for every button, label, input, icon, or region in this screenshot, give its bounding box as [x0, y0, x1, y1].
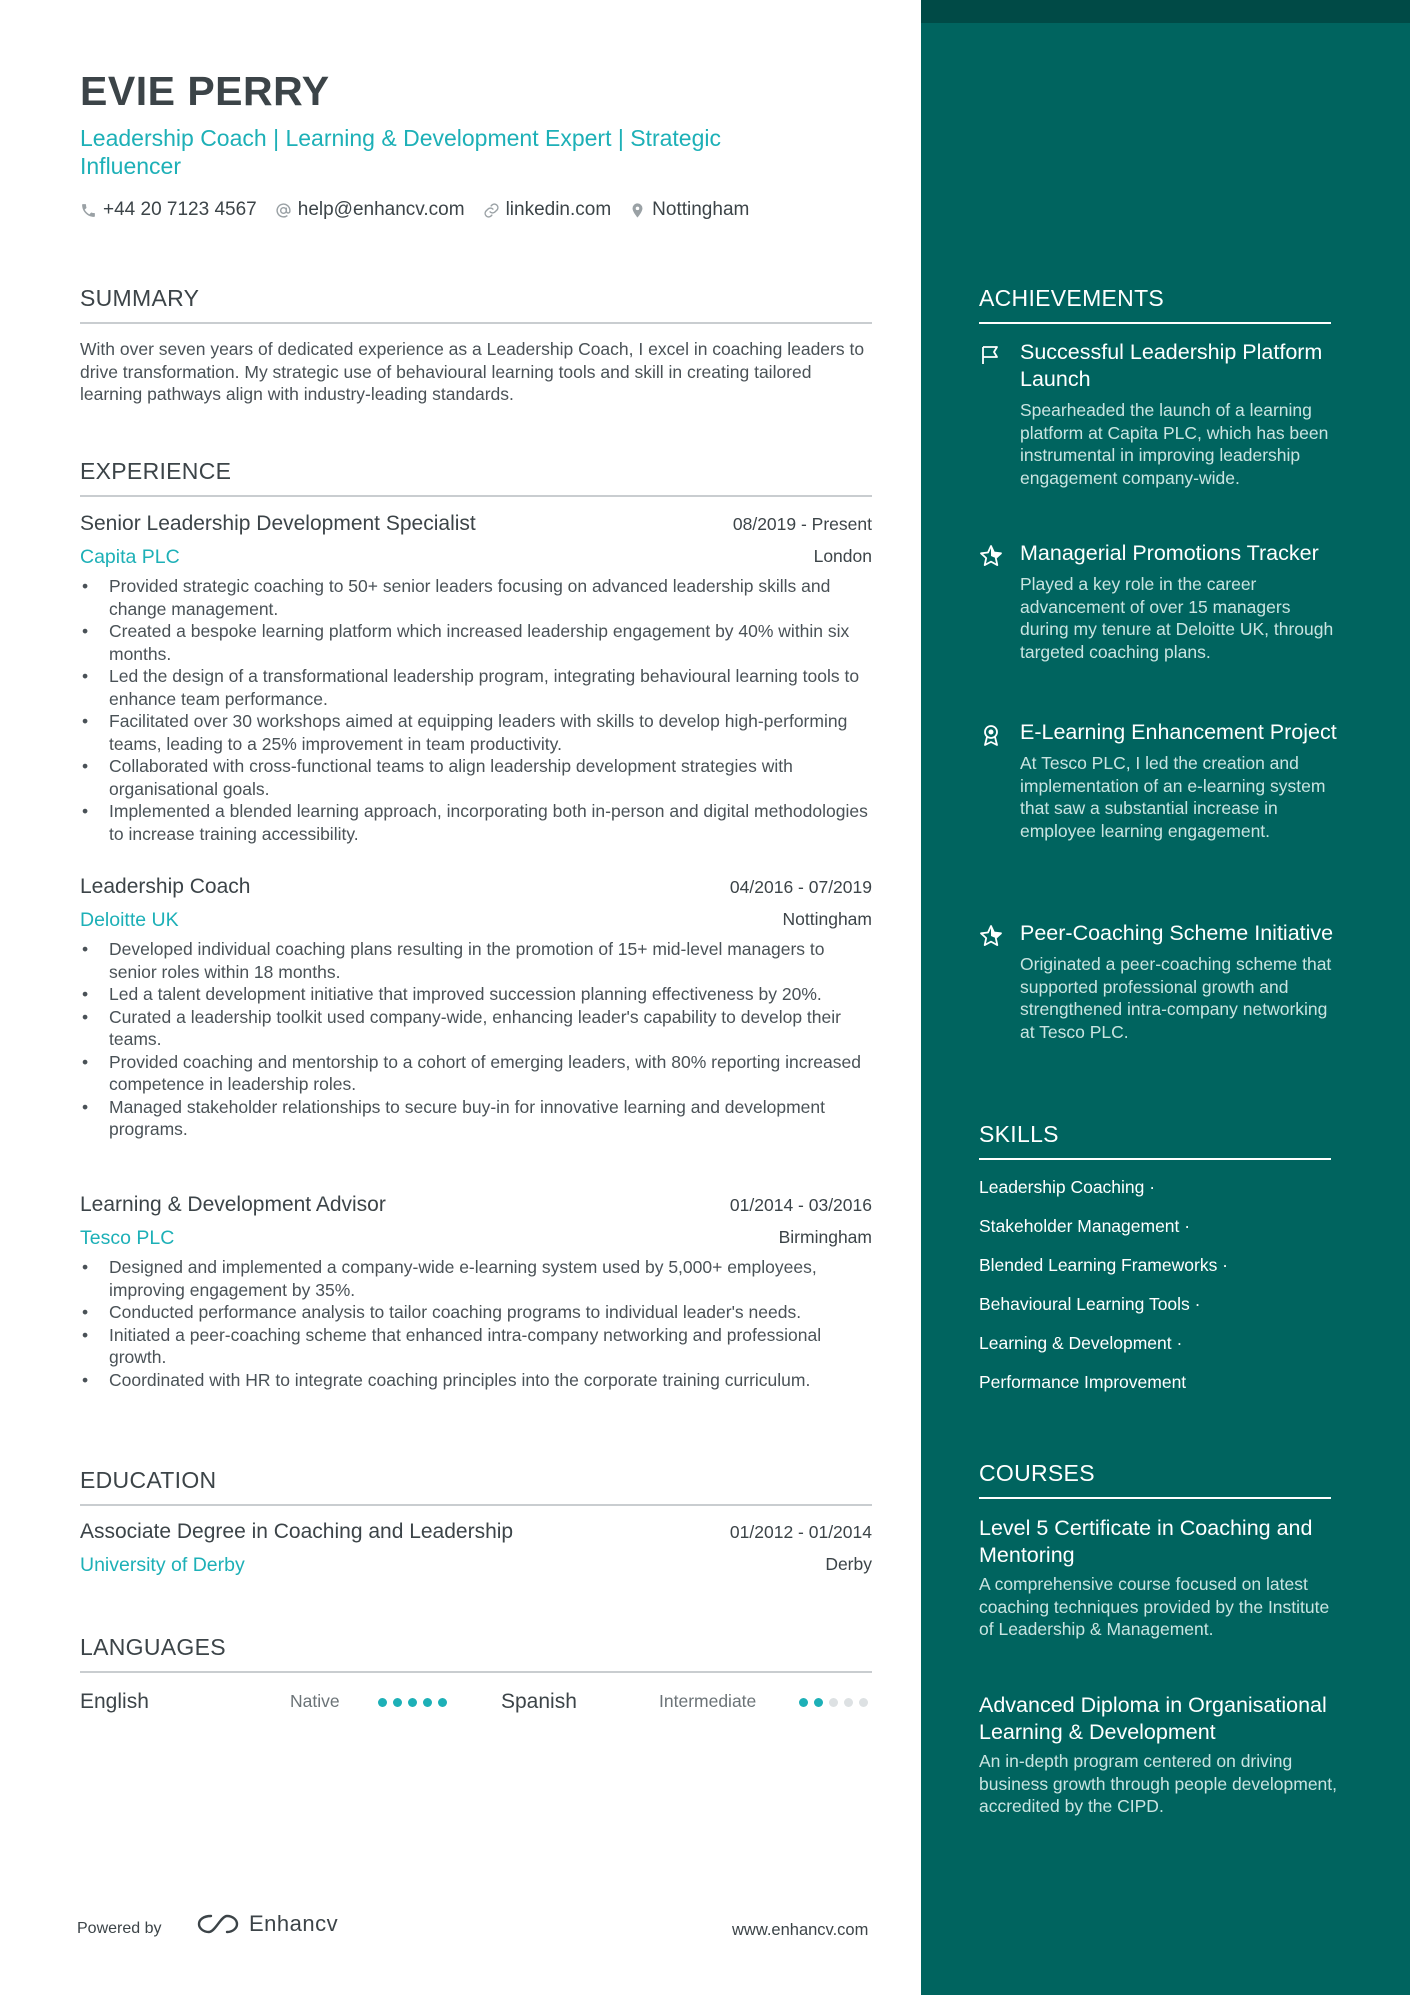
course-desc: A comprehensive course focused on latest coaching techniques provided by the Institute of Leadership & Management. [979, 1574, 1330, 1639]
star-icon [979, 924, 1003, 948]
email-text: help@enhancv.com [297, 199, 465, 220]
language-level: Intermediate [659, 1691, 757, 1711]
contact-location [629, 199, 749, 221]
skills-list [979, 1175, 1331, 1409]
company-name: Tesco PLC [80, 1227, 175, 1249]
sidebar-top-bar [921, 0, 1410, 23]
contact-linkedin[interactable] [483, 199, 612, 221]
job-entry [80, 875, 872, 1141]
enhancv-logo[interactable] [195, 1911, 338, 1937]
footer-url[interactable]: www.enhancv.com [732, 1921, 869, 1939]
achievements-heading: ACHIEVEMENTS [979, 285, 1331, 324]
linkedin-text: linkedin.com [505, 199, 612, 220]
award-icon [979, 723, 1003, 747]
company-name: Deloitte UK [80, 909, 179, 931]
course-title: Advanced Diploma in Organisational Learning & Development [979, 1693, 1327, 1744]
location-text: Nottingham [652, 199, 750, 220]
achievement-item [979, 719, 1339, 842]
job-location: Birmingham [778, 1227, 872, 1247]
language-item [80, 1688, 460, 1716]
bullet-item: • Led a talent development initiative that improved succession planning effectiveness by 20%. [80, 983, 872, 1006]
language-rating [378, 1698, 453, 1707]
courses-heading: COURSES [979, 1460, 1331, 1499]
achievement-title: Peer-Coaching Scheme Initiative [1020, 921, 1334, 945]
sidebar [921, 0, 1410, 1995]
rating-dot-empty [829, 1698, 838, 1707]
education-entry [80, 1520, 872, 1577]
link-icon [483, 202, 500, 219]
achievement-title: Successful Leadership Platform Launch [1020, 340, 1323, 391]
education-dates: 01/2012 - 01/2014 [729, 1522, 872, 1542]
phone-text: +44 20 7123 4567 [103, 199, 257, 220]
rating-dot-filled [378, 1698, 387, 1707]
skill-item: Blended Learning Frameworks · [979, 1255, 1229, 1275]
skill-item: Performance Improvement [979, 1372, 1187, 1392]
job-dates: 01/2014 - 03/2016 [729, 1195, 872, 1215]
achievement-item [979, 540, 1339, 663]
enhancv-logo-icon [195, 1911, 241, 1937]
brand-name: Enhancv [249, 1911, 339, 1936]
bullet-item: • Created a bespoke learning platform which increased leadership engagement by 40% within six months. [80, 620, 872, 665]
language-item [501, 1688, 872, 1716]
bullet-item: • Collaborated with cross-functional teams to align leadership development strategies with organisational goals. [80, 755, 872, 800]
experience-heading: EXPERIENCE [80, 458, 872, 497]
achievement-desc: Spearheaded the launch of a learning platform at Capita PLC, which has been instrumental in improving leadership engagement company-wide. [1020, 400, 1329, 488]
summary-text: With over seven years of dedicated experience as a Leadership Coach, I excel in coaching leaders to drive transformation. My strategic use of behavioural learning tools and skill in creating tailored learning pathways align with industry-leading standards. [80, 339, 865, 404]
contact-phone[interactable] [80, 199, 257, 221]
achievement-item [979, 920, 1339, 1043]
achievement-desc: Played a key role in the career advancement of over 15 managers during my tenure at Deloitte UK, through targeted coaching plans. [1020, 574, 1334, 662]
skill-item: Learning & Development · [979, 1333, 1183, 1353]
bullet-item: • Coordinated with HR to integrate coaching principles into the corporate training curriculum. [80, 1369, 872, 1392]
bullet-item: • Managed stakeholder relationships to secure buy-in for innovative learning and development programs. [80, 1096, 872, 1141]
course-title: Level 5 Certificate in Coaching and Mentoring [979, 1516, 1313, 1567]
skill-item: Behavioural Learning Tools · [979, 1294, 1201, 1314]
bullet-item: • Implemented a blended learning approach, incorporating both in-person and digital methodologies to increase training accessibility. [80, 800, 872, 845]
bullet-item: • Developed individual coaching plans resulting in the promotion of 15+ mid-level managers to senior roles within 18 months. [80, 938, 872, 983]
bullet-item: • Initiated a peer-coaching scheme that enhanced intra-company networking and professional growth. [80, 1324, 872, 1369]
rating-dot-filled [393, 1698, 402, 1707]
job-dates: 08/2019 - Present [732, 514, 872, 534]
rating-dot-filled [408, 1698, 417, 1707]
rating-dot-filled [814, 1698, 823, 1707]
bullet-item: • Curated a leadership toolkit used company-wide, enhancing leader's capability to develop their teams. [80, 1006, 872, 1051]
contact-email[interactable] [275, 199, 465, 221]
languages-heading: LANGUAGES [80, 1634, 872, 1673]
headline: Leadership Coach | Learning & Development Expert | Strategic Influencer [80, 125, 721, 179]
job-location: London [813, 546, 872, 566]
location-pin-icon [629, 202, 646, 219]
achievement-item [979, 339, 1339, 489]
language-name: Spanish [501, 1690, 577, 1713]
rating-dot-filled [423, 1698, 432, 1707]
job-title: Learning & Development Advisor [80, 1193, 386, 1216]
job-location: Nottingham [782, 909, 872, 929]
powered-by-label: Powered by [77, 1920, 162, 1937]
candidate-name: EVIE PERRY [80, 68, 330, 114]
degree-title: Associate Degree in Coaching and Leadership [80, 1520, 514, 1543]
job-bullets [80, 1256, 872, 1391]
rating-dot-filled [799, 1698, 808, 1707]
company-name: Capita PLC [80, 546, 180, 568]
job-dates: 04/2016 - 07/2019 [729, 877, 872, 897]
skill-item: Stakeholder Management · [979, 1216, 1191, 1236]
rating-dot-empty [859, 1698, 868, 1707]
job-bullets [80, 938, 872, 1141]
course-item [979, 1515, 1339, 1641]
course-item [979, 1692, 1339, 1818]
school-name: University of Derby [80, 1554, 245, 1576]
achievement-desc: At Tesco PLC, I led the creation and implementation of an e-learning system that saw a substantial increase in employee learning engagement. [1020, 753, 1326, 841]
rating-dot-filled [438, 1698, 447, 1707]
achievement-title: E-Learning Enhancement Project [1020, 720, 1337, 744]
achievement-desc: Originated a peer-coaching scheme that supported professional growth and strengthened intra-company networking at Tesco PLC. [1020, 954, 1332, 1042]
language-level: Native [290, 1691, 340, 1711]
languages-list [80, 1688, 872, 1716]
skills-heading: SKILLS [979, 1121, 1331, 1160]
bullet-item: • Led the design of a transformational leadership program, integrating behavioural learning tools to enhance team performance. [80, 665, 872, 710]
language-rating [799, 1698, 874, 1707]
education-heading: EDUCATION [80, 1467, 872, 1506]
bullet-item: • Designed and implemented a company-wide e-learning system used by 5,000+ employees, improving engagement by 35%. [80, 1256, 872, 1301]
star-icon [979, 544, 1003, 568]
skill-item: Leadership Coaching · [979, 1177, 1156, 1197]
education-location: Derby [825, 1554, 872, 1574]
job-title: Leadership Coach [80, 875, 251, 898]
job-entry [80, 1193, 872, 1391]
job-bullets [80, 575, 872, 845]
at-icon [275, 202, 292, 219]
bullet-item: • Provided strategic coaching to 50+ senior leaders focusing on advanced leadership skills and change management. [80, 575, 872, 620]
bullet-item: • Provided coaching and mentorship to a cohort of emerging leaders, with 80% reporting increased competence in leadership roles. [80, 1051, 872, 1096]
contact-bar [80, 197, 767, 223]
rating-dot-empty [844, 1698, 853, 1707]
course-desc: An in-depth program centered on driving business growth through people development, accredited by the CIPD. [979, 1751, 1338, 1816]
job-entry [80, 512, 872, 845]
achievement-title: Managerial Promotions Tracker [1020, 541, 1319, 565]
language-name: English [80, 1690, 149, 1713]
job-title: Senior Leadership Development Specialist [80, 512, 476, 535]
flag-icon [979, 343, 1003, 367]
phone-icon [80, 202, 97, 219]
bullet-item: • Conducted performance analysis to tailor coaching programs to individual leader's needs. [80, 1301, 872, 1324]
bullet-item: • Facilitated over 30 workshops aimed at equipping leaders with skills to develop high-performing teams, leading to a 25% improvement in team productivity. [80, 710, 872, 755]
summary-heading: SUMMARY [80, 285, 872, 324]
